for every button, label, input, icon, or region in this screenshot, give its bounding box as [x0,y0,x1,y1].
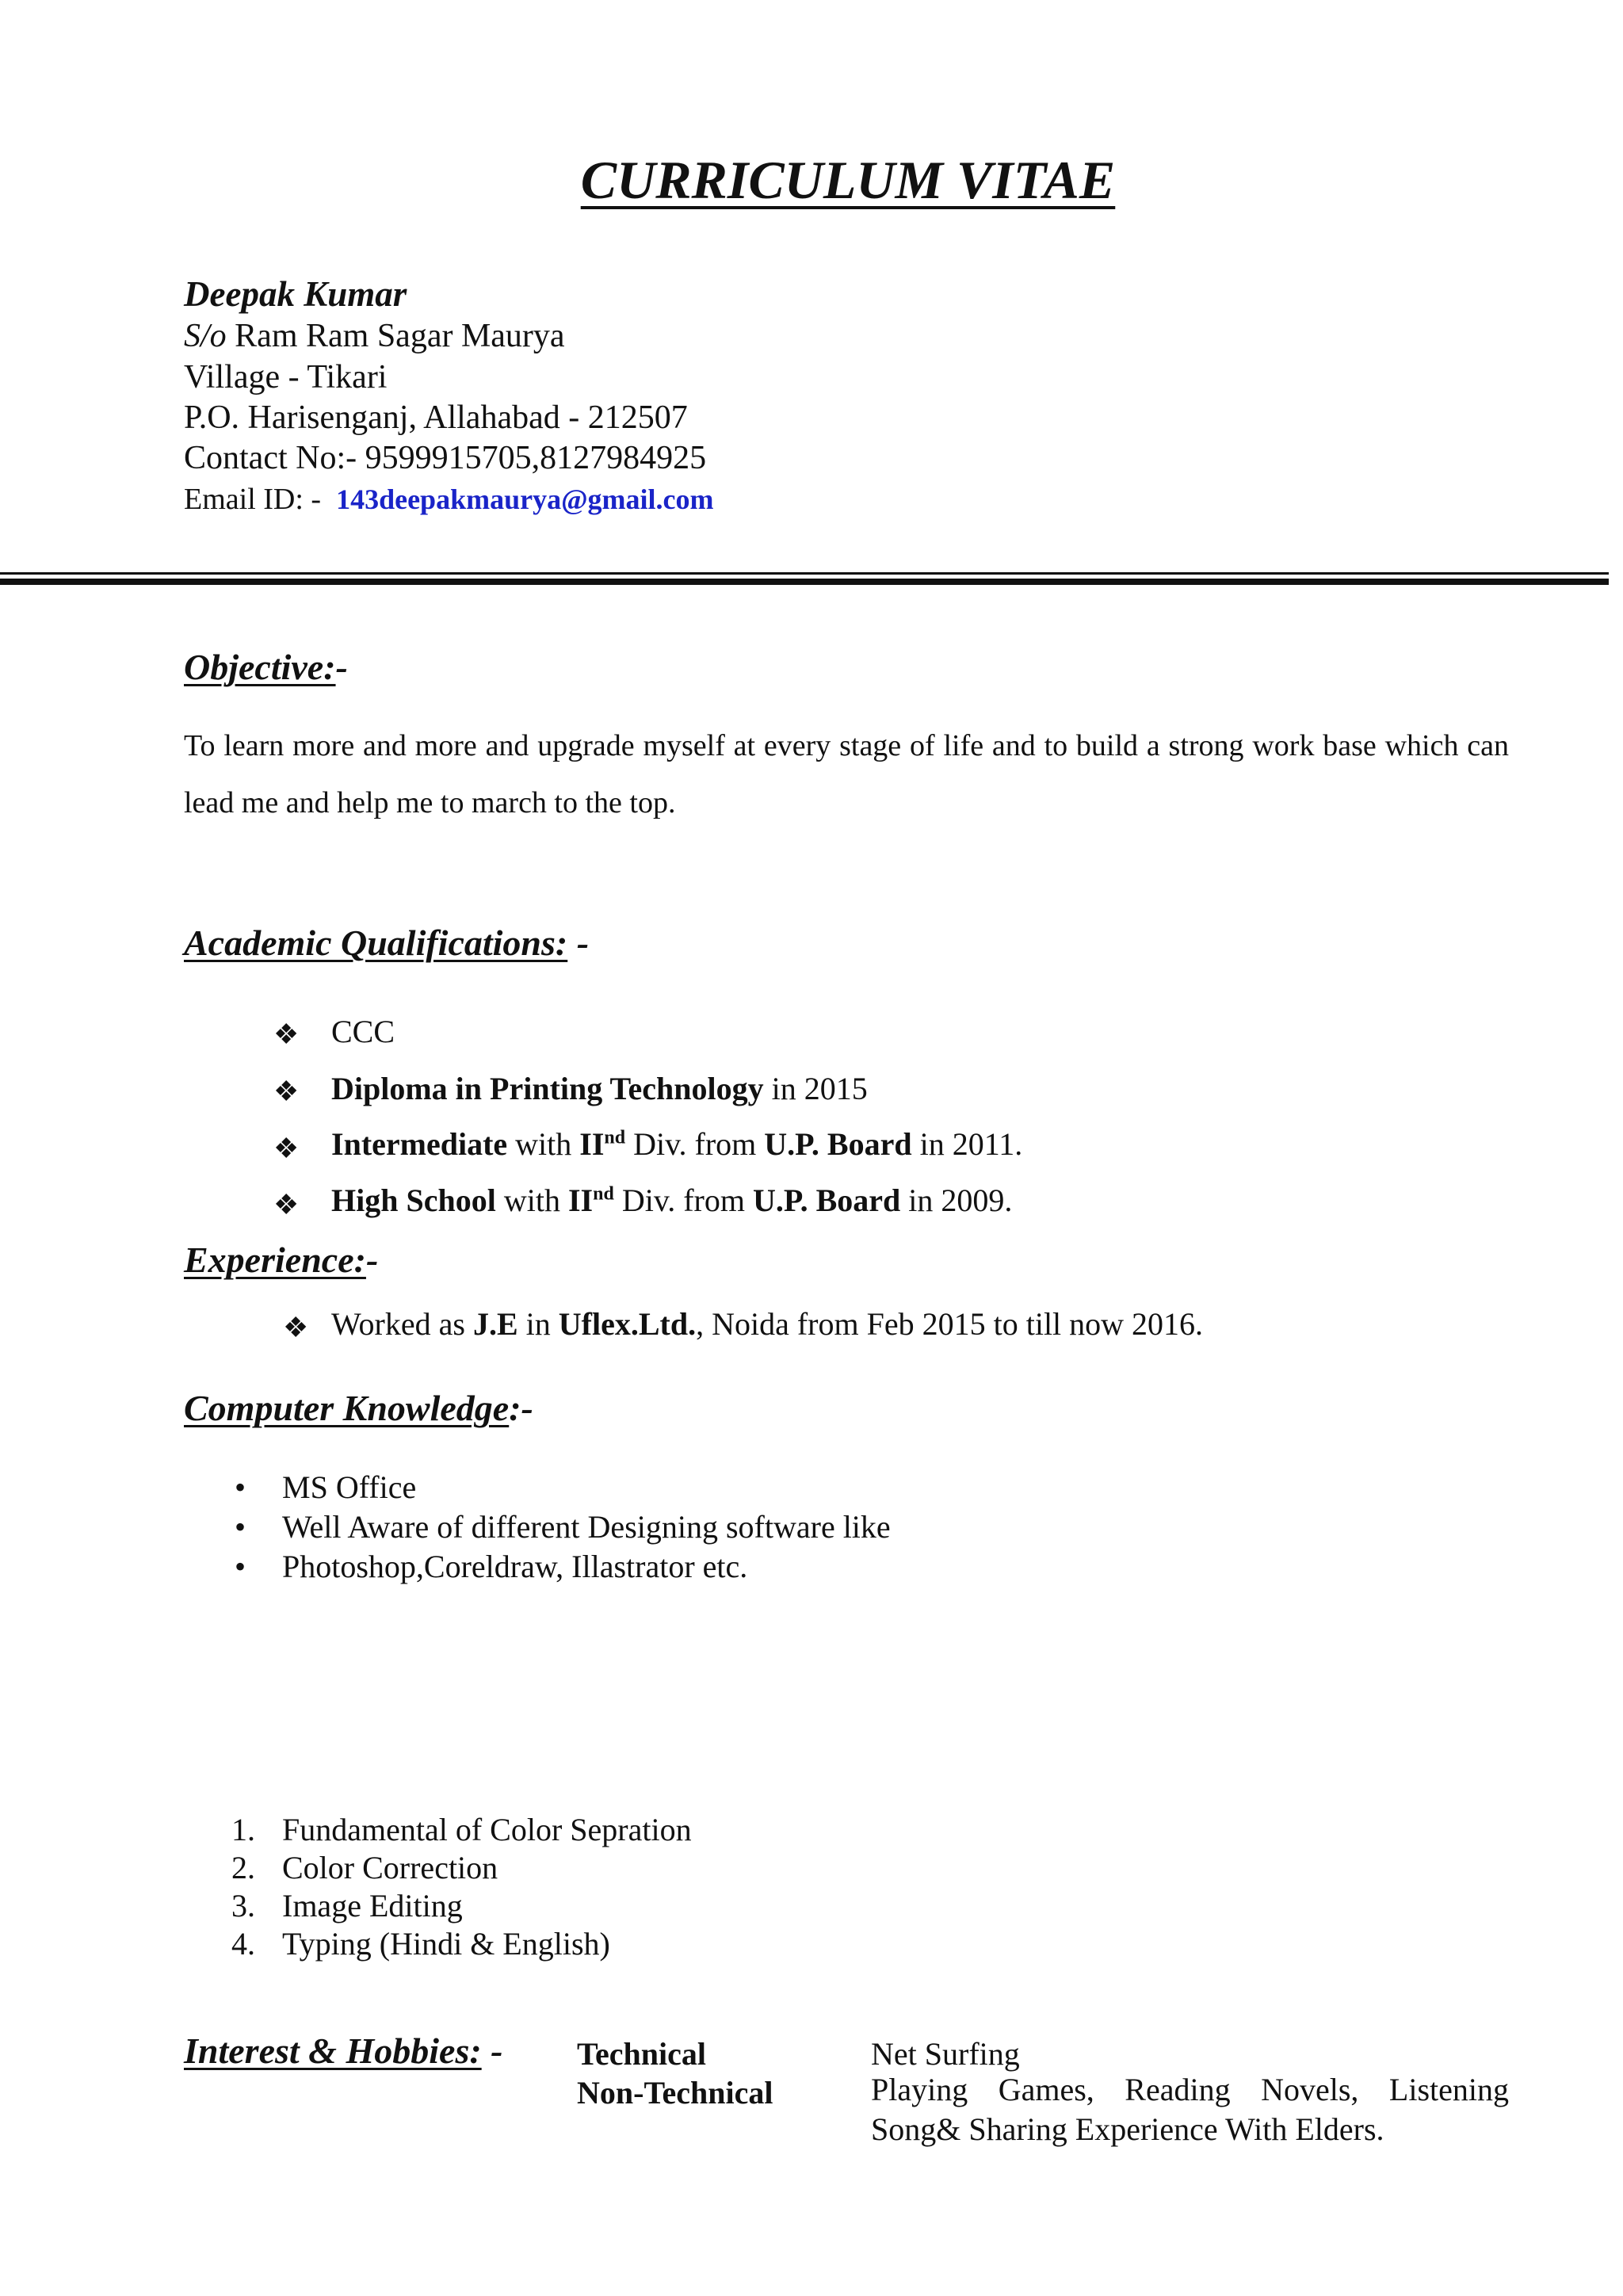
email-label: Email ID: - [184,483,322,516]
page-title: CURRICULUM VITAE [580,150,1116,210]
numbered-item: Image Editing [282,1888,463,1924]
numbered-item: Typing (Hindi & English) [282,1926,610,1962]
computer-bullet-icon: • [235,1549,246,1584]
academic-item: Intermediate with IInd Div. from U.P. Board in 2011. [331,1126,1023,1162]
header-divider-thick [0,579,1609,585]
numbered-index: 2. [231,1850,255,1885]
hobby-nontechnical-value: Playing Games, Reading Novels, Listening Song& Sharing Experience With Elders. [871,2072,1509,2147]
computer-item: Well Aware of different Designing software like [282,1509,891,1545]
father-name-line [184,317,565,355]
father-name: Ram Ram Sagar Maurya [235,318,565,354]
applicant-name: Deepak Kumar [184,274,407,314]
academic-bullet-icon: ❖ [273,1189,300,1221]
post-office-line: P.O. Harisenganj, Allahabad - 212507 [184,399,688,436]
header-divider-thin [0,572,1609,575]
computer-item: MS Office [282,1469,417,1505]
hobby-technical-value: Net Surfing [871,2036,1020,2072]
hobby-nontechnical-label: Non-Technical [577,2075,773,2111]
numbered-index: 1. [231,1812,255,1847]
academic-item: Diploma in Printing Technology in 2015 [331,1071,868,1106]
objective-text: To learn more and more and upgrade myself at every stage of life and to build a strong work base which can lead me and help me to march to the top. [184,729,1509,819]
computer-bullet-icon: • [235,1509,246,1545]
numbered-index: 3. [231,1888,255,1924]
academic-bullet-icon: ❖ [273,1133,300,1164]
relation-prefix: S/o [184,318,227,354]
contact-line: Contact No:- 9599915705,8127984925 [184,440,707,476]
village-line: Village - Tikari [184,359,388,395]
numbered-item: Color Correction [282,1850,498,1885]
academic-item: CCC [331,1014,395,1049]
experience-item: Worked as J.E in Uflex.Ltd., Noida from Feb 2015 to till now 2016. [331,1306,1204,1342]
email-link[interactable]: 143deepakmaurya@gmail.com [336,483,714,515]
numbered-item: Fundamental of Color Sepration [282,1812,692,1847]
objective-heading: Objective:- [184,647,348,687]
experience-heading: Experience:- [184,1240,379,1280]
academic-heading: Academic Qualifications: - [184,923,590,963]
computer-heading: Computer Knowledge:- [184,1388,533,1428]
email-line [184,482,714,517]
computer-item: Photoshop,Coreldraw, Illastrator etc. [282,1549,748,1584]
academic-bullet-icon: ❖ [273,1018,300,1050]
computer-bullet-icon: • [235,1469,246,1505]
hobby-technical-label: Technical [577,2036,706,2072]
academic-bullet-icon: ❖ [273,1075,300,1107]
experience-bullet-icon: ❖ [283,1312,309,1343]
academic-item: High School with IInd Div. from U.P. Board in 2009. [331,1182,1013,1218]
numbered-index: 4. [231,1926,255,1962]
hobbies-heading: Interest & Hobbies: - [184,2030,503,2071]
